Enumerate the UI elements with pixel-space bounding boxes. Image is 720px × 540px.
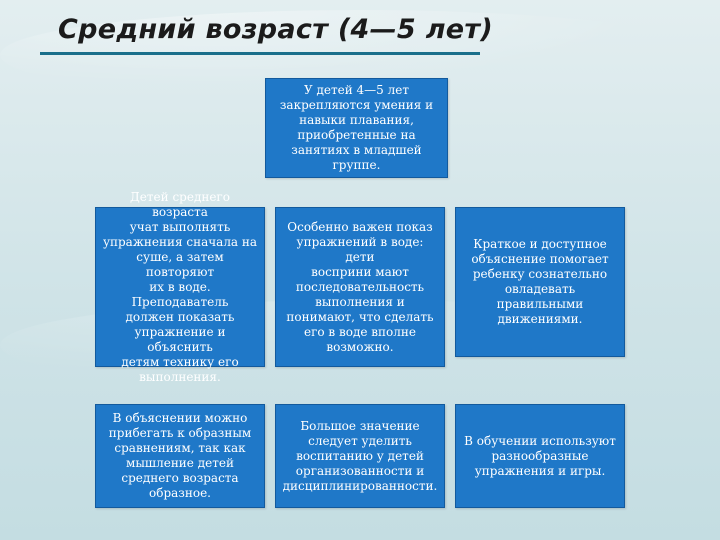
info-box-row2-center: [275, 404, 445, 508]
info-box-row1-center: [275, 207, 445, 367]
slide-title: Средний возраст (4—5 лет): [58, 14, 493, 45]
title-underline: [40, 52, 480, 55]
top-info-box: [265, 78, 448, 178]
info-text-row2-right: В обучении используют разнообразные упражнения и игры.: [464, 433, 616, 478]
info-box-row2-right: [455, 404, 625, 508]
info-text-row1-right: Краткое и доступное объяснение помогает ребенку сознательно овладевать правильными движениями.: [471, 237, 609, 326]
info-box-row1-left: [95, 189, 265, 384]
info-text-row2-center: Большое значение следует уделить воспитанию у детей организованности и дисциплинированности.: [282, 418, 438, 493]
info-text-row2-left: В объяснении можно прибегать к образным сравнениям, так как мышление детей среднего возраста образное.: [108, 411, 252, 500]
info-box-row2-left: [95, 404, 265, 508]
info-box-row1-right: [455, 207, 625, 357]
info-text-row1-left: Детей среднего возраста учат выполнять упражнения сначала на суше, а затем повторяют их в воде. Преподаватель должен показать упражнение и объяснить детям технику его выполнения.: [102, 189, 258, 384]
info-text-row1-center: Особенно важен показ упражнений в воде: дети восприни мают последовательность выполнения и понимают, что сделать его в воде вполне возможно.: [286, 219, 434, 354]
top-info-text: У детей 4—5 лет закрепляются умения и навыки плавания, приобретенные на занятиях в младшей группе.: [279, 83, 434, 172]
